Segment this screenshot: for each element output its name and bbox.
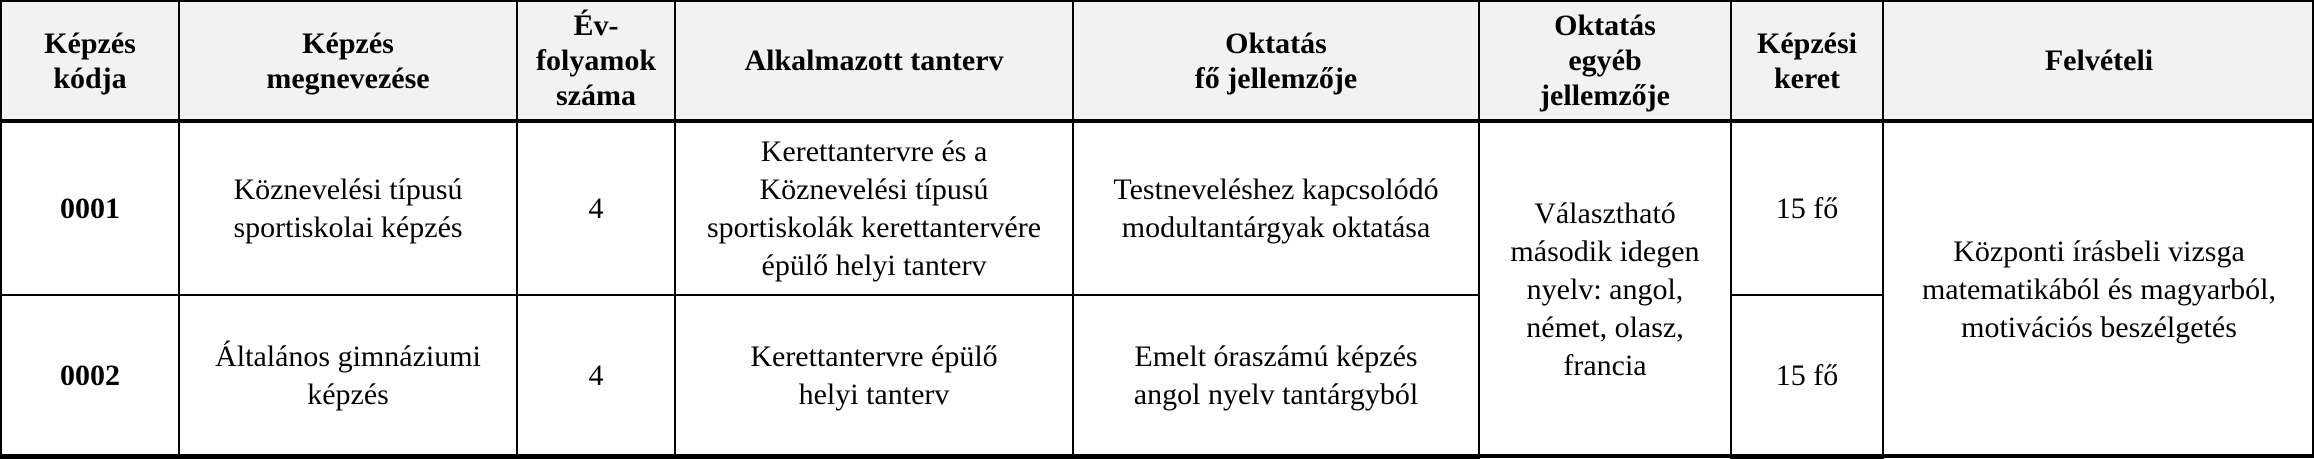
row-name-line: Általános gimnáziumi [215,339,481,373]
row-curriculum [675,121,1073,295]
header-years-line: folyamok [536,44,656,77]
row-curriculum-line: sportiskolák kerettantervére [706,210,1042,244]
header-admission [1883,1,2314,121]
header-code-line: Képzés [44,26,136,60]
row-frame: 15 fő [1731,295,1883,457]
header-name [179,1,517,121]
row-main-feature [1073,295,1479,457]
header-years [517,1,675,121]
row-years: 4 [517,121,675,295]
admission-cell [1883,121,2314,457]
row-name-line: Köznevelési típusú [233,172,463,206]
row-main-feature-line: Emelt óraszámú képzés [1134,339,1418,373]
row-code: 0002 [1,295,179,457]
row-main-feature-line: modultantárgyak oktatása [1121,210,1431,244]
header-other-feature-line: egyéb [1568,44,1642,77]
header-other-feature [1479,1,1731,121]
admission-line: matematikából és magyarból, [1921,272,2277,306]
other-feature-line: második idegen [1510,234,1700,268]
row-curriculum-line: helyi tanterv [798,377,950,411]
header-main-feature-line: fő jellemzője [1194,61,1358,95]
header-admission-line: Felvételi [2044,44,2154,77]
other-feature-line: nyelv: angol, [1526,272,1684,306]
header-frame-line: keret [1773,61,1841,95]
header-curriculum-line: Alkalmazott tanterv [744,44,1004,77]
header-curriculum [675,1,1073,121]
row-main-feature [1073,121,1479,295]
row-name-line: sportiskolai képzés [233,210,463,244]
row-name [179,295,517,457]
row-frame: 15 fő [1731,121,1883,295]
row-code: 0001 [1,121,179,295]
header-frame-line: Képzési [1757,26,1857,60]
row-name-line: képzés [307,377,389,411]
row-years: 4 [517,295,675,457]
header-name-line: megnevezése [266,61,430,95]
header-code [1,1,179,121]
header-frame [1731,1,1883,121]
other-feature-line: francia [1563,348,1647,382]
admission-line: motivációs beszélgetés [1961,310,2237,344]
row-curriculum-line: Kerettantervre és a [760,134,988,168]
row-name [179,121,517,295]
header-years-line: száma [556,79,636,112]
header-years-line: Év- [573,9,619,42]
row-curriculum-line: Kerettantervre épülő [750,339,998,373]
row-main-feature-line: angol nyelv tantárgyból [1133,377,1419,411]
header-main-feature-line: Oktatás [1225,26,1327,60]
other-feature-line: német, olasz, [1526,310,1684,344]
table-row [1,121,2314,295]
header-code-line: kódja [53,61,127,95]
row-curriculum-line: Köznevelési típusú [759,172,989,206]
other-feature-cell [1479,121,1731,457]
admission-line: Központi írásbeli vizsga [1953,234,2245,268]
header-row [1,1,2314,121]
header-main-feature [1073,1,1479,121]
row-main-feature-line: Testneveléshez kapcsolódó [1113,172,1439,206]
header-other-feature-line: Oktatás [1554,9,1656,42]
header-other-feature-line: jellemzője [1540,79,1670,112]
header-name-line: Képzés [302,26,394,60]
row-curriculum [675,295,1073,457]
other-feature-line: Választható [1534,196,1676,230]
row-curriculum-line: épülő helyi tanterv [761,248,987,282]
